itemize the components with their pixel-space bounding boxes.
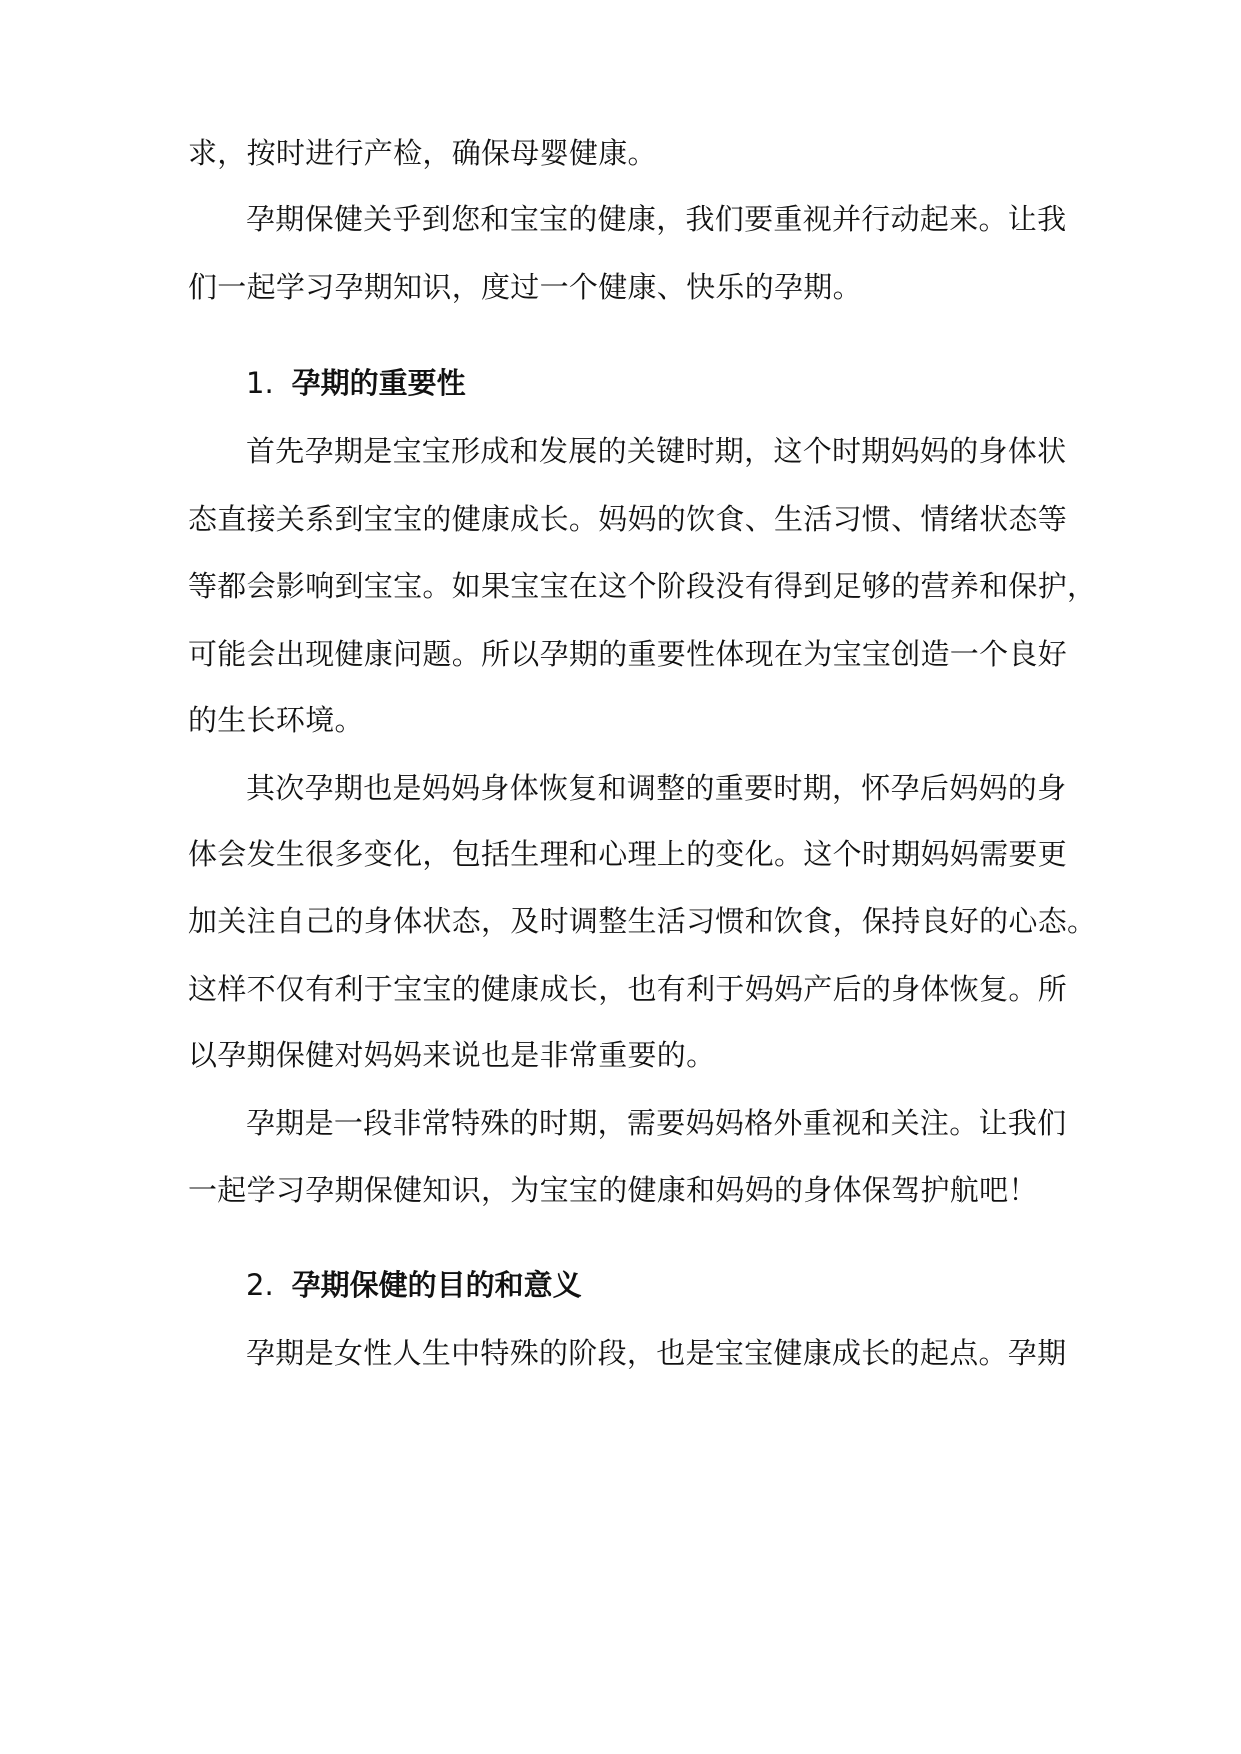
paragraph-line: 孕期是女性人生中特殊的阶段，也是宝宝健康成长的起点。孕期 (246, 1336, 1067, 1370)
paragraph-line: 们一起学习孕期知识，度过一个健康、快乐的孕期。 (188, 270, 862, 304)
paragraph-line: 这样不仅有利于宝宝的健康成长，也有利于妈妈产后的身体恢复。所 (188, 972, 1068, 1006)
paragraph-line: 孕期保健关乎到您和宝宝的健康，我们要重视并行动起来。让我 (246, 202, 1067, 236)
section-title: 孕期保健的目的和意义 (291, 1268, 582, 1302)
paragraph-line: 一起学习孕期保健知识，为宝宝的健康和妈妈的身体保驾护航吧！ (188, 1173, 1038, 1207)
section-title: 孕期的重要性 (291, 366, 466, 400)
paragraph-line: 的生长环境。 (188, 703, 364, 737)
paragraph-line: 态直接关系到宝宝的健康成长。妈妈的饮食、生活习惯、情绪状态等 (188, 502, 1068, 536)
paragraph-line: 求，按时进行产检，确保母婴健康。 (188, 136, 657, 170)
paragraph-line: 体会发生很多变化，包括生理和心理上的变化。这个时期妈妈需要更 (188, 837, 1068, 871)
paragraph-line: 加关注自己的身体状态，及时调整生活习惯和饮食，保持良好的心态。 (188, 904, 1097, 938)
paragraph-line: 以孕期保健对妈妈来说也是非常重要的。 (188, 1038, 716, 1072)
paragraph-line: 其次孕期也是妈妈身体恢复和调整的重要时期，怀孕后妈妈的身 (246, 771, 1067, 805)
section-number: 2. (246, 1268, 274, 1302)
section-heading-2 (246, 1265, 582, 1305)
paragraph-line: 孕期是一段非常特殊的时期，需要妈妈格外重视和关注。让我们 (246, 1106, 1067, 1140)
section-number: 1. (246, 366, 274, 400)
section-heading-1 (246, 363, 466, 403)
paragraph-line: 可能会出现健康问题。所以孕期的重要性体现在为宝宝创造一个良好 (188, 637, 1068, 671)
paragraph-line: 首先孕期是宝宝形成和发展的关键时期，这个时期妈妈的身体状 (246, 434, 1067, 468)
paragraph-line: 等都会影响到宝宝。如果宝宝在这个阶段没有得到足够的营养和保护， (188, 569, 1097, 603)
